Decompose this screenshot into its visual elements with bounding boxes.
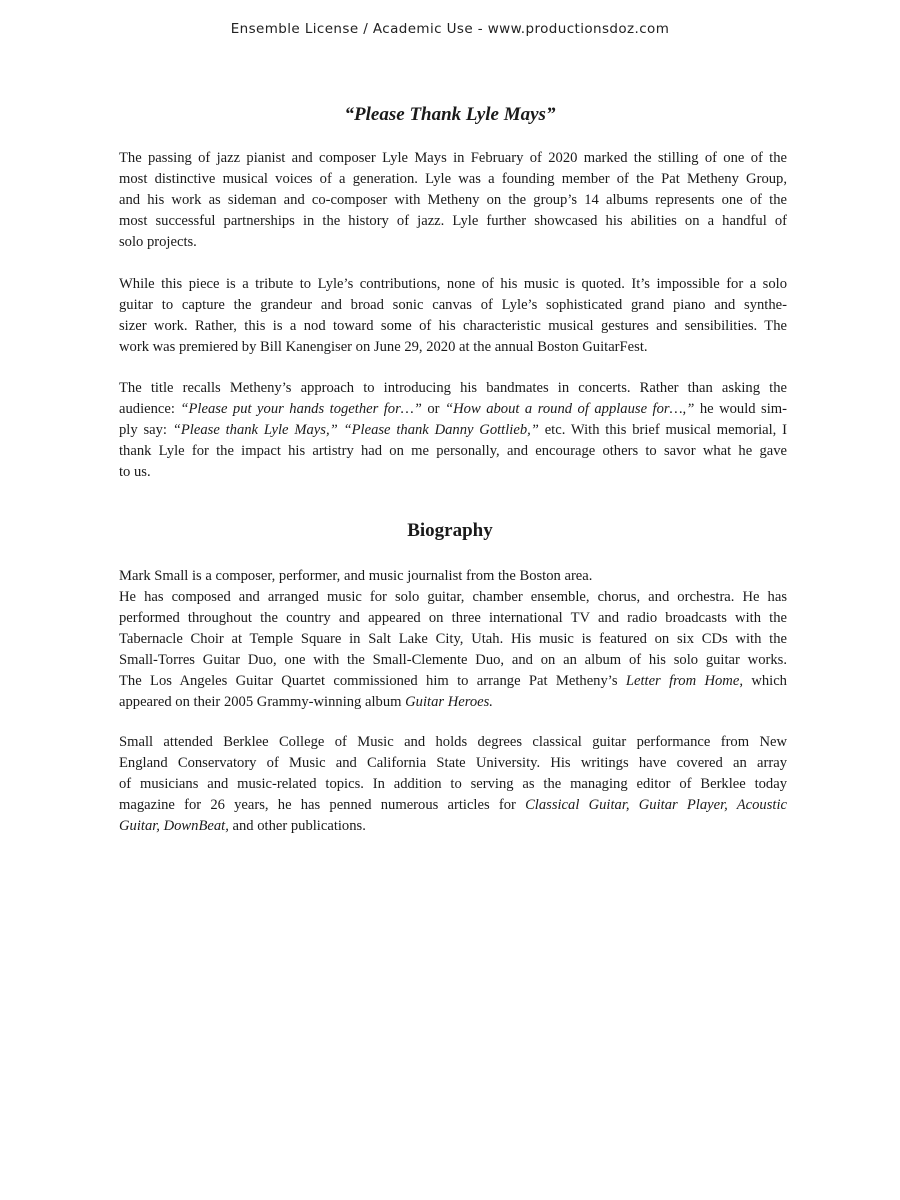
text-line bbox=[119, 399, 787, 420]
text-line: thank Lyle for the impact his artistry had on me personally, and encourage others to savor what he gave bbox=[119, 443, 787, 459]
text-run: etc. With this brief musical memorial, I bbox=[538, 422, 787, 438]
title-italic: Guitar Heroes. bbox=[405, 694, 493, 710]
quote-italic: “How about a round of applause for…,” bbox=[445, 401, 695, 417]
text-line: solo projects. bbox=[119, 234, 197, 250]
biography-heading: Biography bbox=[407, 520, 493, 541]
text-line: Small attended Berklee College of Music and holds degrees classical guitar performance from New bbox=[119, 734, 787, 750]
text-line: performed throughout the country and appeared on three international TV and radio broadcasts with the bbox=[119, 610, 787, 626]
text-line bbox=[119, 692, 787, 713]
tribute-paragraph bbox=[119, 274, 787, 358]
text-line: most distinctive musical voices of a generation. Lyle was a founding member of the Pat Metheny Group, bbox=[119, 171, 787, 187]
text-line: sizer work. Rather, this is a nod toward some of his characteristic musical gestures and sensibilities. The bbox=[119, 318, 787, 334]
text-line bbox=[119, 420, 787, 441]
page-title: “Please Thank Lyle Mays” bbox=[344, 104, 556, 125]
text-line: Tabernacle Choir at Temple Square in Salt Lake City, Utah. His music is featured on six CDs with the bbox=[119, 631, 787, 647]
text-run: or bbox=[421, 401, 446, 417]
text-line: work was premiered by Bill Kanengiser on June 29, 2020 at the annual Boston GuitarFest. bbox=[119, 339, 648, 355]
text-run: audience: bbox=[119, 401, 181, 417]
text-run: he would sim- bbox=[694, 401, 787, 417]
text-run: and other publications. bbox=[228, 818, 366, 834]
text-run: which bbox=[742, 673, 787, 689]
text-run: The Los Angeles Guitar Quartet commissioned him to arrange Pat Metheny’s bbox=[119, 673, 626, 689]
text-run: magazine for 26 years, he has penned numerous articles for bbox=[119, 797, 526, 813]
text-line bbox=[119, 795, 787, 816]
text-line: guitar to capture the grandeur and broad sonic canvas of Lyle’s sophisticated grand piano and synthe- bbox=[119, 297, 787, 313]
biography-paragraph bbox=[119, 566, 787, 713]
text-line: Mark Small is a composer, performer, and music journalist from the Boston area. bbox=[119, 568, 593, 584]
text-line: He has composed and arranged music for solo guitar, chamber ensemble, chorus, and orchestra. He has bbox=[119, 589, 787, 605]
text-line: Small-Torres Guitar Duo, one with the Small-Clemente Duo, and on an album of his solo guitar works. bbox=[119, 652, 787, 668]
title-origin-paragraph bbox=[119, 378, 787, 483]
text-run: ply say: bbox=[119, 422, 173, 438]
publication-italic: Classical Guitar, Guitar Player, Acoustic bbox=[525, 797, 787, 813]
text-line bbox=[119, 816, 787, 837]
quote-italic: “Please thank Lyle Mays,” “Please thank Danny Gottlieb,” bbox=[172, 422, 539, 438]
text-line: England Conservatory of Music and California State University. His writings have covered an array bbox=[119, 755, 787, 771]
quote-italic: “Please put your hands together for…” bbox=[180, 401, 422, 417]
text-line: The title recalls Metheny’s approach to introducing his bandmates in concerts. Rather than asking the bbox=[119, 380, 787, 396]
text-line: and his work as sideman and co-composer with Metheny on the group’s 14 albums represents one of the bbox=[119, 192, 787, 208]
text-line: of musicians and music-related topics. In addition to serving as the managing editor of Berklee today bbox=[119, 776, 787, 792]
text-line: to us. bbox=[119, 464, 151, 480]
intro-paragraph bbox=[119, 148, 787, 253]
publication-italic: Guitar, DownBeat, bbox=[119, 818, 229, 834]
text-line: While this piece is a tribute to Lyle’s contributions, none of his music is quoted. It’s impossible for a solo bbox=[119, 276, 787, 292]
text-line: most successful partnerships in the history of jazz. Lyle further showcased his abilities on a handful of bbox=[119, 213, 787, 229]
title-italic: Letter from Home, bbox=[625, 673, 743, 689]
text-line bbox=[119, 671, 787, 692]
text-run: appeared on their 2005 Grammy-winning album bbox=[119, 694, 406, 710]
license-header: Ensemble License / Academic Use - www.productionsdoz.com bbox=[230, 21, 670, 37]
education-paragraph bbox=[119, 732, 787, 837]
text-line: The passing of jazz pianist and composer Lyle Mays in February of 2020 marked the stilling of one of the bbox=[119, 150, 787, 166]
